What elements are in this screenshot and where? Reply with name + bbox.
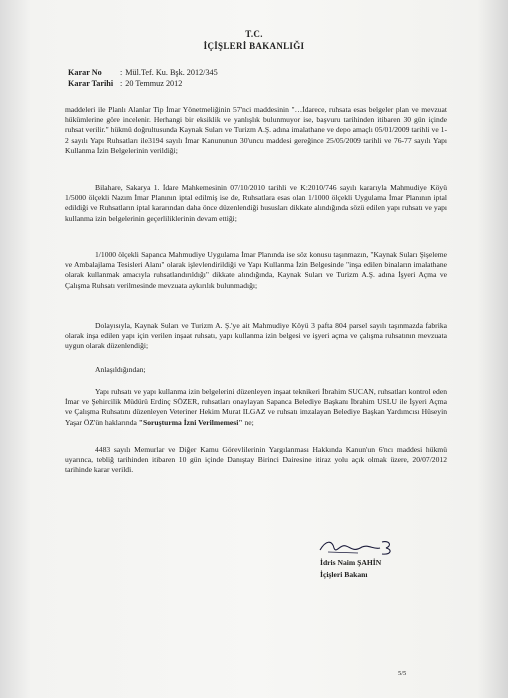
header-tc: T.C.	[245, 29, 263, 39]
karar-no-row	[68, 68, 218, 77]
signatory-name: İdris Naim ŞAHİN	[320, 558, 382, 567]
paragraph-6-tail: ne;	[242, 417, 254, 427]
paragraph-3: 1/1000 ölçekli Sapanca Mahmudiye Uygulama İmar Planında ise söz konusu taşınmazın, "Kaynak Suları Şişeleme ve Ambalajlama Tesisleri Alanı" olarak işlevlendirildiği ve Yapı Kullanma İzin Belgesinde "inşa edilen binaların imalathane olarak kullanmak amacıyla ruhsatlandırıldığı" dikkate alındığında, Kaynak Suları ve Turizm A.Ş. adına İşyeri Açma ve Çalışma Ruhsatı verilmesinde mevzuata aykırılık bulunmadığı;	[65, 250, 447, 290]
paragraph-6-text: Yapı ruhsatı ve yapı kullanma izin belgelerini düzenleyen inşaat teknikeri İbrahim SUCAN, ruhsatları kontrol eden İmar ve Şehircilik Müdürü Erdinç SÖZER, ruhsatları onaylayan Sapanca Belediye Başkanı İbrahim USLU ile İşyeri Açma ve Çalışma Ruhsatını düzenleyen Veteriner Hekim Murat ILGAZ ve ruhsatı imzalayan Belediye Başkan Yardımcısı Hüseyin Yaşar ÖZ'ün haklarında	[65, 387, 447, 427]
karar-tarihi-label: Karar Tarihi	[68, 79, 114, 88]
paragraph-5: Anlaşıldığından;	[95, 365, 146, 374]
paragraph-6	[65, 387, 447, 428]
page-number: 5/5	[398, 670, 407, 677]
header-ministry: İÇİŞLERİ BAKANLIĞI	[203, 41, 305, 51]
signatory-title: İçişleri Bakanı	[320, 570, 368, 579]
karar-no-value: Mül.Tef. Ku. Bşk. 2012/345	[125, 68, 218, 77]
karar-no-separator: :	[120, 68, 123, 77]
paragraph-4: Dolayısıyla, Kaynak Suları ve Turizm A. Ş.'ye ait Mahmudiye Köyü 3 pafta 804 parsel sayılı taşınmazda fabrika olarak inşa edilen yapı için verilen inşaat ruhsatı, yapı kullanma izin belgesi ve işyeri açma ve çalışma ruhsatının mevzuata uygun olarak düzenlendiği;	[65, 321, 447, 351]
paragraph-1: maddeleri ile Planlı Alanlar Tip İmar Yönetmeliğinin 57'nci maddesinin "…İdarece, ruhsata esas belgeler plan ve mevzuat hükümlerine göre incelenir. Herhangi bir eksiklik ve yanlışlık bulunmuyor ise, başvuru tarihinden itibaren 30 gün içinde ruhsat verilir." hükmü doğrultusunda Kaynak Suları ve Turizm A.Ş. adına imalathane ve depo amaçlı 05/01/2009 tarihli ve 1-2 sayılı Yapı Ruhsatları ile3194 sayılı İmar Kanununun 30'uncu maddesi gereğince 25/05/2009 tarihli ve 76-77 sayılı Yapı Kullanma İzin Belgelerinin verildiği;	[65, 105, 447, 155]
paragraph-7: 4483 sayılı Memurlar ve Diğer Kamu Görevlilerinin Yargılanması Hakkında Kanun'un 6'ncı maddesi hükmü uyarınca, tebliğ tarihinden itibaren 10 gün içinde Danıştay Birinci Dairesine itiraz yolu açık olmak üzere, 20/07/2012 tarihinde karar verildi.	[65, 445, 447, 475]
karar-tarihi-separator: :	[120, 79, 123, 88]
karar-tarihi-row	[68, 79, 182, 88]
karar-no-label: Karar No	[68, 68, 102, 77]
handwritten-signature	[318, 536, 398, 558]
karar-tarihi-value: 20 Temmuz 2012	[125, 79, 183, 88]
paragraph-6-emphasis: "Soruşturma İzni Verilmemesi"	[138, 417, 243, 427]
paragraph-2: Bilahare, Sakarya 1. İdare Mahkemesinin 07/10/2010 tarihli ve K:2010/746 sayılı kararıyla Mahmudiye Köyü 1/5000 ölçekli Nazım İmar Planının iptal edilmiş ise de, Ruhsatlara esas olan 1/1000 ölçekli Uygulama İmar Planının iptal edildiği ve Ruhsatların iptal kararından daha önce düzenlendiği hususları dikkate alındığında sözü edilen yapı ruhsatı ve yapı kullanma izin belgelerinin geçerliliklerinin devam ettiği;	[65, 183, 447, 223]
